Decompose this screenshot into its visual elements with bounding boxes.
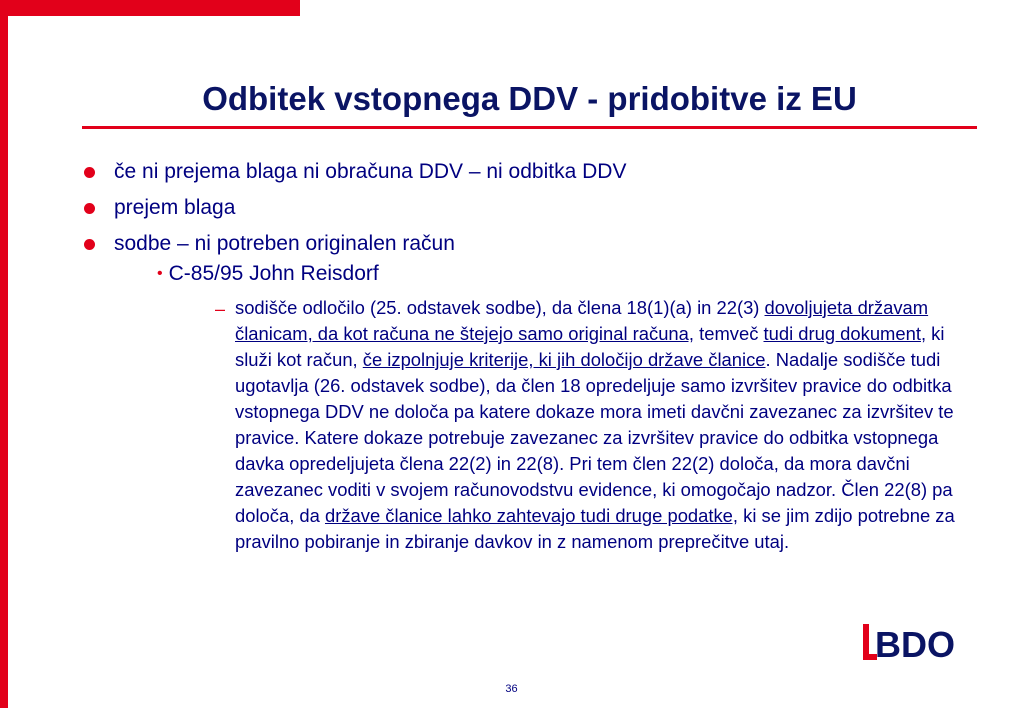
bullet-dot-icon (84, 203, 95, 214)
sub-bullet (157, 259, 379, 291)
underlined-phrase: če izpolnjuje kriterije, ki jih določijo države članice (362, 349, 766, 370)
bullet-dot-icon (84, 167, 95, 178)
left-red-bar (0, 0, 8, 708)
dash-marker: – (215, 299, 226, 319)
bullet-text: prejem blaga (114, 196, 236, 219)
bullet-text: če ni prejema blaga ni obračuna DDV – ni odbitka DDV (114, 160, 627, 183)
paragraph-text: sodišče odločilo (25. odstavek sodbe), da člena 18(1)(a) in 22(3) (235, 297, 765, 318)
paragraph-text: ki se jim zdijo potrebne za pravilno pobiranje in zbiranje davkov in z namenom preprečitve utaj. (235, 505, 955, 552)
paragraph-text: temveč (694, 323, 764, 344)
slide-title: Odbitek vstopnega DDV - pridobitve iz EU (202, 80, 857, 117)
bullet-item (82, 190, 626, 226)
underlined-phrase: tudi drug dokument (763, 323, 921, 344)
paragraph-text: , ki služi kot račun, (235, 323, 945, 370)
bullet-item (82, 154, 626, 190)
bullet-dot-icon (84, 239, 95, 250)
paragraph-text: . Nadalje sodišče tudi ugotavlja (26. odstavek sodbe), da člen 18 opredeljuje samo izvršitev pravice do odbitka vstopnega DDV ne določa pa katere dokaze mora imeti davčni zavezanec za izvršitev te pravice. Katere dokaze potrebuje zavezanec za izvršitev pravice do odbitka vstopnega davka opredeljujeta člena 22(2) in 22(8). Pri tem člen 22(2) določa, da mora davčni zavezanec voditi v svojem računovodstvu evidence, ki omogočajo nadzor. Člen 22(8) pa določa, da (235, 349, 954, 526)
sub-bullet-dot-icon: • (157, 265, 163, 282)
bullet-item (82, 226, 626, 262)
ruling-paragraph (235, 295, 980, 555)
bdo-logo (862, 622, 978, 666)
underlined-phrase: države članice lahko zahtevajo tudi druge podatke, (324, 505, 739, 526)
top-red-bar (0, 0, 300, 16)
title-divider (82, 126, 977, 129)
bullet-list (82, 154, 626, 262)
underlined-phrase: dovoljujeta državam članicam, da kot računa ne štejejo samo original računa, (235, 297, 929, 344)
page-number: 36 (505, 683, 518, 695)
bullet-text: sodbe – ni potreben originalen račun (114, 232, 455, 255)
logo-text: BDO (875, 624, 955, 665)
sub-bullet-text: C-85/95 John Reisdorf (168, 262, 379, 285)
